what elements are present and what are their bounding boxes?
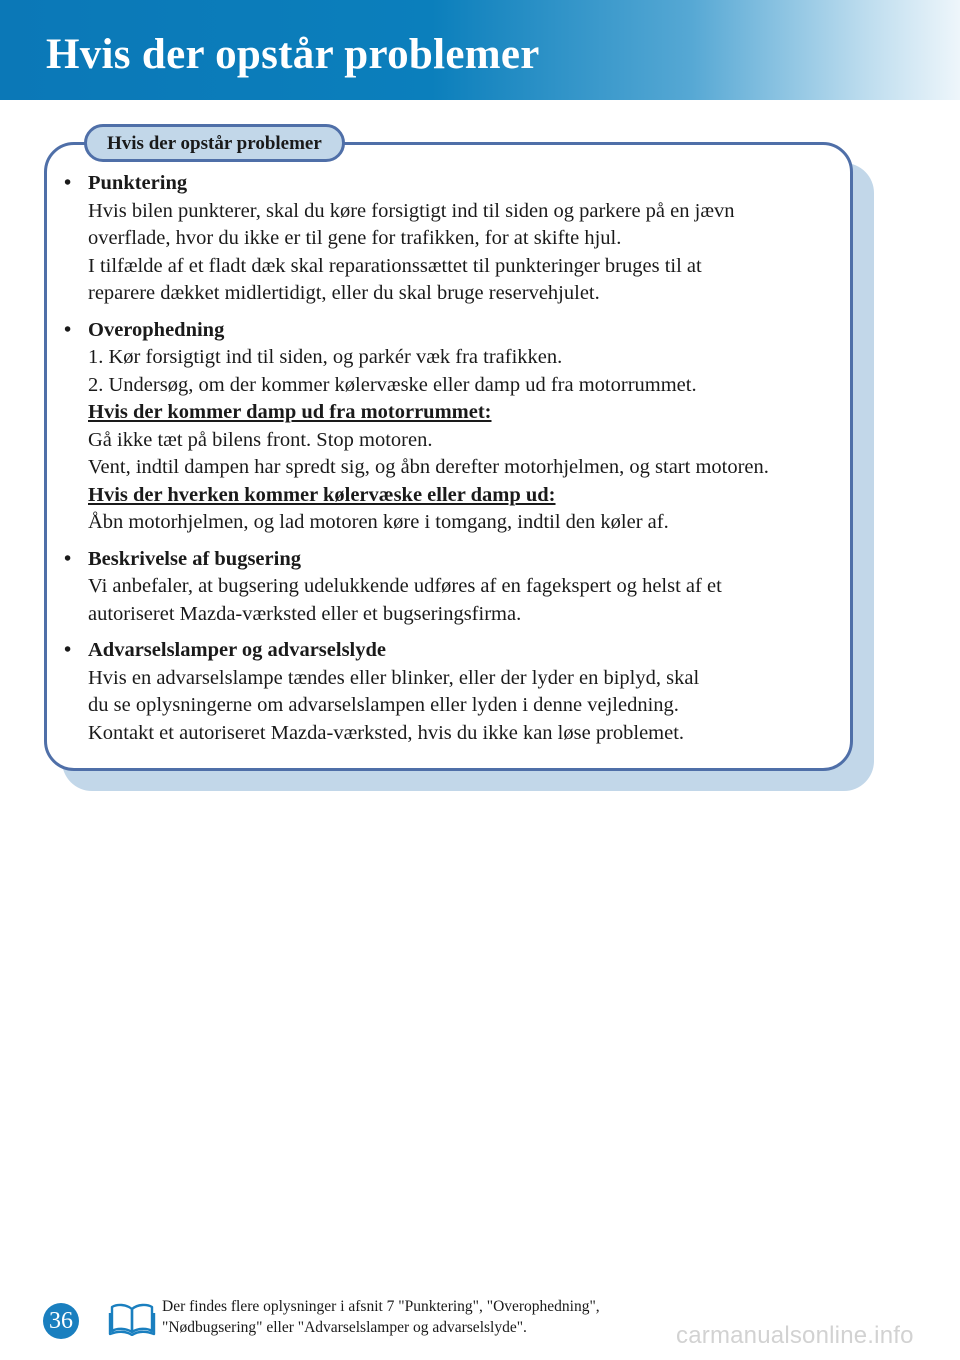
section-subheading: Hvis der hverken kommer kølervæske eller damp ud: [88,483,556,506]
footer-note-line: "Nødbugsering" eller "Advarselslamper og advarselslyde". [162,1319,527,1336]
section-title: Advarselslamper og advarselslyde [88,639,387,661]
section-text: Vent, indtil dampen har spredt sig, og åbn derefter motorhjelmen, og start motoren. [88,456,769,478]
footer-note-line: Der findes flere oplysninger i afsnit 7 "Punktering", "Overophedning", [162,1298,600,1315]
page-number: 36 [43,1303,79,1339]
section-text: overflade, hvor du ikke er til gene for trafikken, for at skifte hjul. [88,227,622,249]
section-text: autoriseret Mazda-værksted eller et bugseringsfirma. [88,602,522,625]
section-text: Kontakt et autoriseret Mazda-værksted, hvis du ikke kan løse problemet. [88,721,685,744]
section-text: 2. Undersøg, om der kommer kølervæske eller damp ud fra motorrummet. [88,373,697,396]
info-box-tab: Hvis der opstår problemer [84,124,345,162]
section-overophedning [64,317,834,537]
section-subheading: Hvis der kommer damp ud fra motorrummet: [88,401,492,423]
section-text: Vi anbefaler, at bugsering udelukkende udføres af en fagekspert og helst af et [88,575,722,597]
watermark: carmanualsonline.info [676,1322,914,1349]
section-bugsering [64,546,834,629]
bullet-icon: • [64,547,72,570]
section-text: Åbn motorhjelmen, og lad motoren køre i tomgang, indtil den køler af. [88,511,669,533]
page-title: Hvis der opstår problemer [46,31,540,78]
section-text: I tilfælde af et fladt dæk skal reparationssættet til punkteringer bruges til at [88,254,702,277]
bullet-icon: • [64,172,72,194]
section-advarselslamper [64,637,834,747]
section-text: du se oplysningerne om advarselslampen eller lyden i denne vejledning. [88,694,679,716]
section-title: Punktering [88,172,188,194]
section-title: Beskrivelse af bugsering [88,547,301,570]
info-box-content [64,170,834,756]
section-text: Hvis bilen punkterer, skal du køre forsigtigt ind til siden og parkere på en jævn [88,199,735,222]
section-text: Hvis en advarselslampe tændes eller blinker, eller der lyder en biplyd, skal [88,666,700,689]
section-title: Overophedning [88,318,225,341]
section-text: Gå ikke tæt på bilens front. Stop motoren. [88,428,433,451]
bullet-icon: • [64,639,72,661]
section-text: reparere dækket midlertidigt, eller du skal bruge reservehjulet. [88,282,600,304]
book-icon [108,1300,156,1336]
page-header [0,0,960,100]
section-text: 1. Kør forsigtigt ind til siden, og parkér væk fra trafikken. [88,346,563,368]
section-punktering [64,170,834,308]
bullet-icon: • [64,318,72,341]
